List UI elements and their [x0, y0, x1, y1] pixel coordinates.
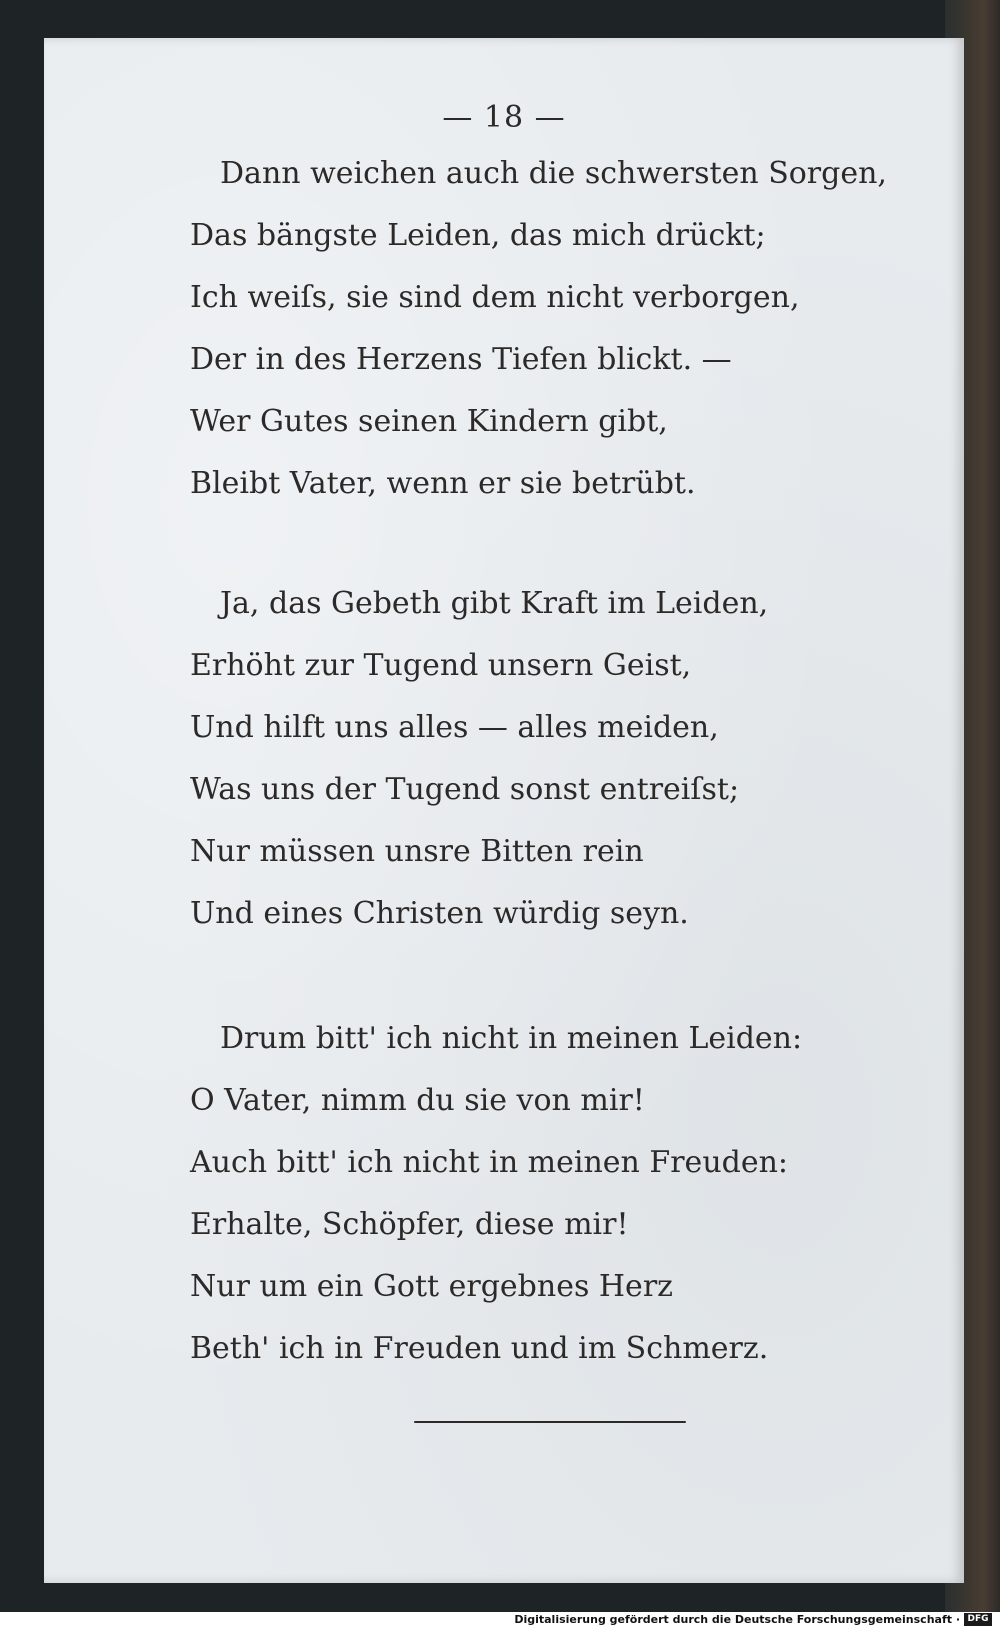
verse-line: Dann weichen auch die schwersten Sorgen,: [220, 156, 887, 191]
verse-line: Und eines Christen würdig seyn.: [190, 896, 689, 931]
verse-line: Wer Gutes seinen Kindern gibt,: [190, 404, 668, 439]
funding-credit: Digitalisierung gefördert durch die Deutsche Forschungsgemeinschaft ·: [514, 1613, 960, 1626]
verse-line: Der in des Herzens Tiefen blickt. —: [190, 342, 732, 377]
stanza-1: [190, 143, 910, 515]
stanza-2: [190, 573, 910, 945]
closing-rule: [414, 1421, 686, 1423]
verse-line: O Vater, nimm du sie von mir!: [190, 1083, 645, 1118]
verse-line: Das bängste Leiden, das mich drückt;: [190, 218, 766, 253]
verse-line: Ich weiſs, sie sind dem nicht verborgen,: [190, 280, 800, 315]
verse-line: Was uns der Tugend sonst entreiſst;: [190, 772, 740, 807]
verse-line: Ja, das Gebeth gibt Kraft im Leiden,: [220, 586, 769, 621]
verse-line: Bleibt Vater, wenn er sie betrübt.: [190, 466, 696, 501]
verse-line: Nur um ein Gott ergebnes Herz: [190, 1269, 673, 1304]
stanza-3: [190, 1008, 910, 1380]
verse-line: Drum bitt' ich nicht in meinen Leiden:: [220, 1021, 803, 1056]
book-page: [44, 38, 964, 1583]
verse-line: Nur müssen unsre Bitten rein: [190, 834, 644, 869]
verse-line: Und hilft uns alles — alles meiden,: [190, 710, 719, 745]
verse-line: Erhöht zur Tugend unsern Geist,: [190, 648, 692, 683]
page-number: — 18 —: [442, 100, 566, 135]
verse-line: Auch bitt' ich nicht in meinen Freuden:: [190, 1145, 789, 1180]
verse-line: Beth' ich in Freuden und im Schmerz.: [190, 1331, 769, 1366]
verse-line: Erhalte, Schöpfer, diese mir!: [190, 1207, 629, 1242]
dfg-logo: DFG: [964, 1613, 992, 1626]
